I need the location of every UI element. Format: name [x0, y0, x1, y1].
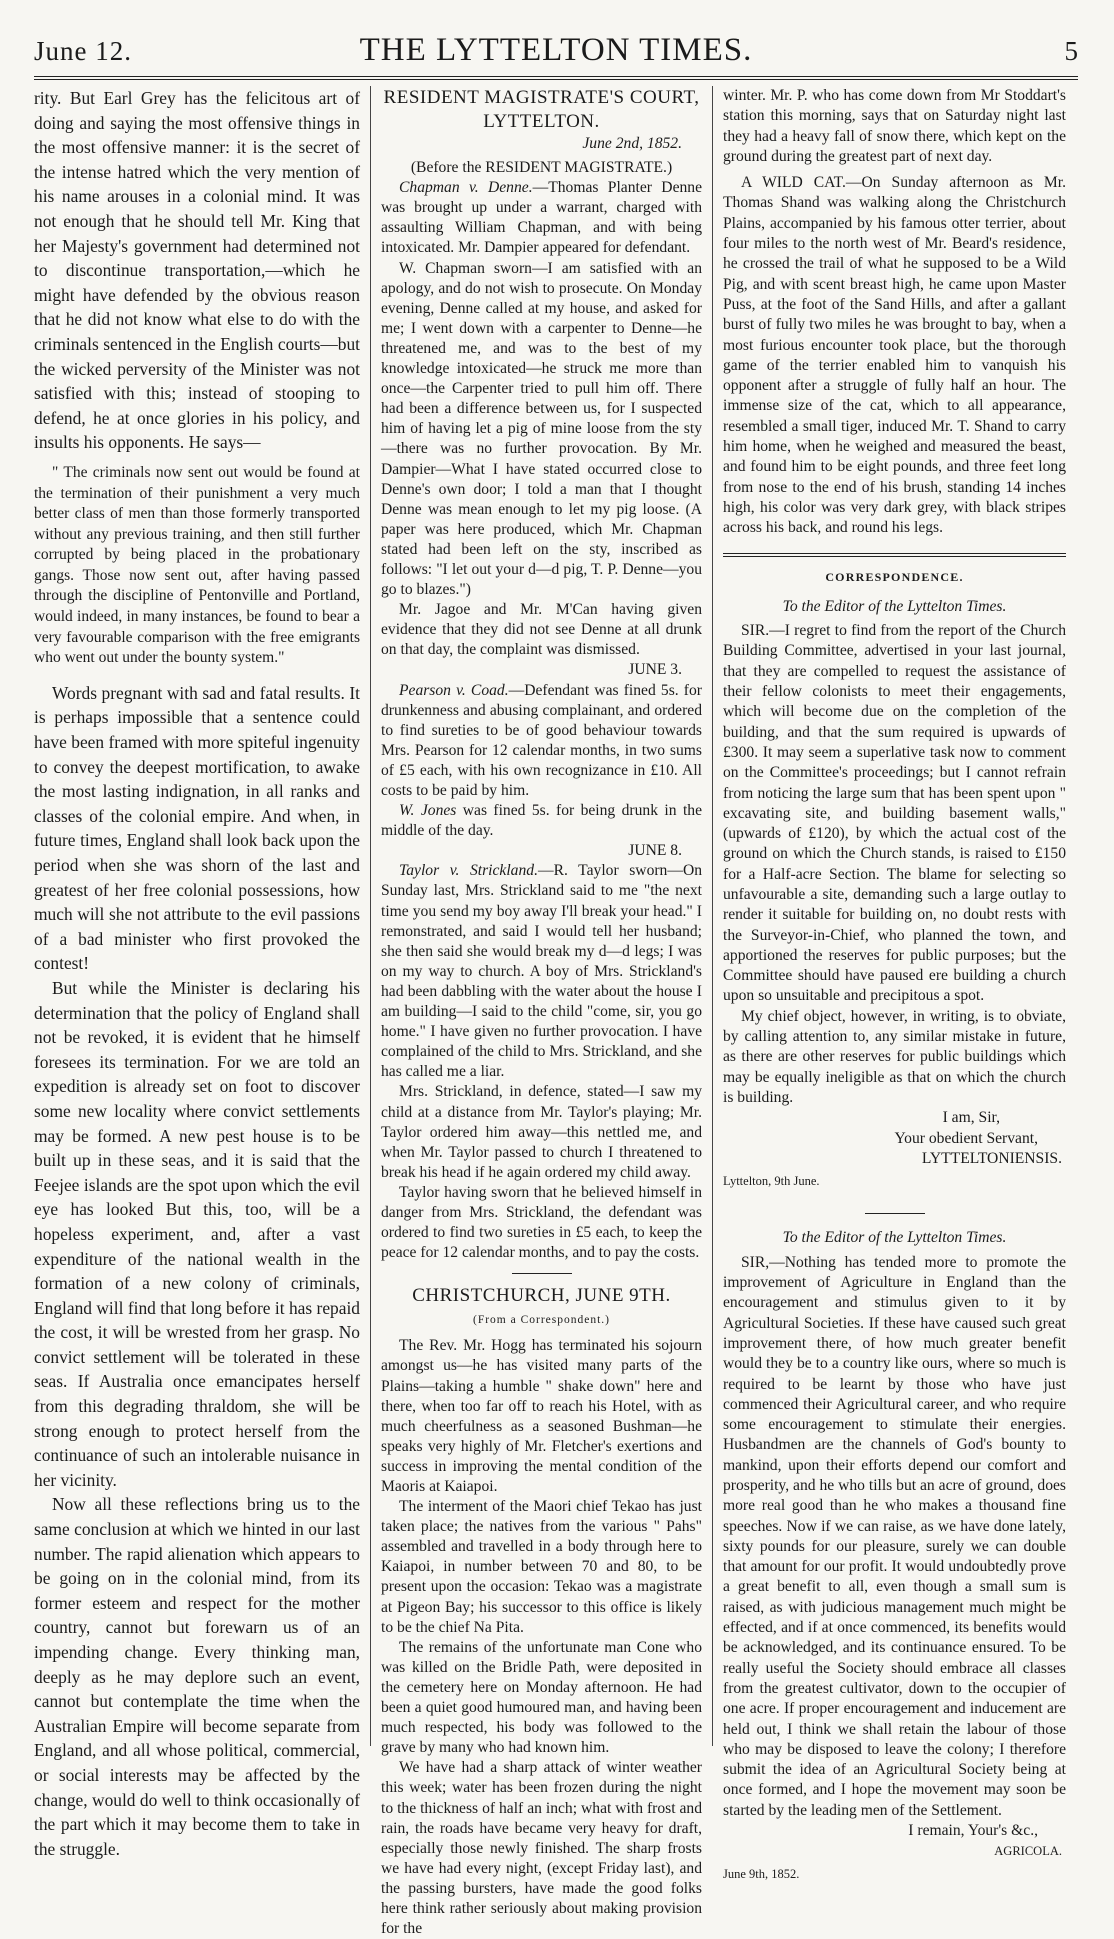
court-presiding: (Before the RESIDENT MAGISTRATE.)	[410, 159, 673, 177]
letter-place-date: Lyttelton, 9th June.	[723, 1174, 820, 1189]
editorial-paragraph: Now all these reflections bring us to the same conclusion at which we hinted in our last number. The rapid alienation which appears to be going on in the colonial mind, from its former esteem and respect for the mother country, cannot but forewarn us of an impending change. Every thinking man, deeply as he may deplore such an event, cannot but contemplate the time when the Australian Empire will become separate from England, and all whose political, commercial, or social interests may be affected by the change, would do well to think occasionally of the part which it may become them to take in the struggle.	[34, 1494, 360, 1859]
case-report: Chapman v. Denne.—Thomas Planter Denne was brought up under a warrant, charged with assaulting William Chapman, and with being intoxicated. Mr. Dampier appeared for defendant.	[381, 179, 703, 257]
letter-body: SIR,—Nothing has tended more to promote the improvement of Agriculture in England than the encouragement and stimulus given to it by Agricultural Societies. If these have caused such great improvement there, of how much greater benefit would they be to a country like ours, where so much is required to be learnt by those who have just commenced their Agricultural career, and who require some encouragement to stimulate their energies. Husbandmen are the channels of God's bounty to mankind, upon their efforts depend our comfort and prosperity, and he who tills but an acre of ground, does more real good than he who makes a thousand fine speeches. Now if we can raise, as we have done lately, sixty pounds for our pleasure, surely we can double that amount for our profit. It would undoubtedly prove a great benefit to all, even though a small sum is raised, as with judicious management much might be effected, and if at once commenced, its benefits would be acknowledged, and its continuance ensured. To be really useful the Society should embrace all classes from the greatest cultivator, down to the occupier of one acre. If proper encouragement and inducement are held out, I think we shall retain the labour of those who may be disposed to leave the colony; I therefore submit the idea of an Agricultural Society being at once formed, and I hope the movement may soon be started by the leading men of the Settlement.	[723, 1253, 1066, 1819]
news-paragraph: The Rev. Mr. Hogg has terminated his sojourn amongst us—he has visited many parts of the Plains—taking a humble " shake down" here and there, when too far off to reach his Hotel, with as much cheerfulness as a seasoned Bushman—he speaks very highly of Mr. Fletcher's exertions and success in improving the mental condition of the Maoris at Kaiapoi.	[381, 1337, 702, 1495]
story-title: A WILD CAT.	[741, 174, 846, 192]
case-title: Pearson v. Coad.	[399, 681, 509, 699]
letter-salutation: To the Editor of the Lyttelton Times.	[782, 1229, 1007, 1247]
letter-salutation: To the Editor of the Lyttelton Times.	[782, 597, 1007, 615]
news-paragraph: The interment of the Maori chief Tekao has just taken place; the natives from the various " Pahs" assembled and travelled in a body through here to Kaiapoi, in number between 70 and 80, to be present upon the occasion: Tekao was a magistrate at Pigeon Bay; his successor to this office is likely to be the chief Na Pita.	[381, 1498, 702, 1636]
case-title: Taylor v. Strickland.	[399, 862, 538, 880]
editorial-paragraph: rity. But Earl Grey has the felicitous art of doing and saying the most offensive things in the most offensive manner: it is the secret of the intense hatred which the very mention of his name arouses in a colonial mind. It was not enough that he should tell Mr. King that her Majesty's government had determined not to discontinue transportation,—which he might have defended by the obvious reason that he did not know what else to do with the criminals sentenced in the English courts—but the wicked perversity of the Minister was not satisfied with this; instead of stooping to defend, he at once glories in his policy, and insults his opponents. He says—	[34, 88, 360, 453]
column-2	[370, 86, 713, 1938]
masthead-rule	[34, 76, 1078, 80]
column-1	[34, 86, 370, 1859]
court-heading: RESIDENT MAGISTRATE'S COURT,	[383, 87, 700, 108]
letter-body: My chief object, however, in writing, is to obviate, by calling attention to, any similar mistake in future, as there are other reserves for public buildings which may be equally ineligible as that on which the church is building.	[723, 1007, 1066, 1106]
letter-body: SIR.—I regret to find from the report of the Church Building Committee, advertised in your last journal, that they are compelled to request the assistance of their fellow colonists to meet their engagements, which will become due on the completion of the building, and that the sum required is upwards of £300. It may seem a superlative task now to comment on the Committee's proceedings; but I cannot refrain from noticing the large sum that has been spent upon " excavating site, and building basement walls," (upwards of £120), by which the actual cost of the ground on which the Church stands, is raised to £150 for a Half-acre Section. The blame for selecting so unfavourable a site, demanding such a large outlay to render it suitable for building on, no doubt rests with the Surveyor-in-Chief, who planned the town, and apportioned the reserves for public purposes; but the Committee should have paused ere building a church upon so unsuitable and precipitous a spot.	[723, 622, 1066, 1005]
case-report: Taylor v. Strickland.—R. Taylor sworn—On Sunday last, Mrs. Strickland said to me "the next time you send my boy away I'll break your head." I remonstrated, and said I would tell her husband; she then said she would break my d—d legs; I was on my way to church. A boy of Mrs. Strickland's had been dabbling with the water about the house I am building—I said to the child "come, sir, you go home." I have given no further provocation. I have complained of the child to Mrs. Strickland, and she has called me a liar.	[381, 862, 703, 1081]
letter-signature: LYTTELTONIENSIS.	[921, 1149, 1062, 1167]
case-report: W. Jones was fined 5s. for being drunk in the middle of the day.	[381, 802, 702, 840]
case-report: Taylor having sworn that he believed himself in danger from Mrs. Strickland, the defendant was ordered to find two sureties in £5 each, to keep the peace for 12 calendar months, and to pay the costs.	[381, 1183, 702, 1262]
letter-closing: I am, Sir,	[942, 1109, 1000, 1127]
case-title: Chapman v. Denne.	[399, 179, 533, 197]
court-heading-place: LYTTELTON.	[483, 111, 600, 132]
case-date: JUNE 3.	[628, 661, 682, 679]
letter-date: June 9th, 1852.	[723, 1866, 800, 1881]
christchurch-subheading: (From a Correspondent.)	[472, 1314, 611, 1327]
case-report: Pearson v. Coad.—Defendant was fined 5s. for drunkenness and abusing complainant, and ordered to find sureties to be of good behaviour towards Mrs. Pearson for 12 calendar months, in two sums of £5 each, with his own recognizance in £10. All costs to be paid by him.	[381, 681, 702, 799]
page-number: 5	[1064, 36, 1078, 66]
columns	[34, 86, 1078, 1938]
letter-closing: I remain, Your's &c.,	[908, 1822, 1038, 1840]
news-paragraph: We have had a sharp attack of winter weather this week; water has been frozen during the night to the thickness of half an inch; what with frost and rain, the roads have became very heavy for draft, especially those newly finished. The sharp frosts we have had every night, (except Friday last), and the passing bursters, have made the good folks here think rather seriously about making provision for the	[381, 1759, 702, 1938]
section-divider	[512, 1273, 572, 1274]
newspaper-title: THE LYTTELTON TIMES.	[359, 32, 753, 68]
christchurch-heading: CHRISTCHURCH, JUNE 9TH.	[412, 1285, 671, 1307]
court-date: June 2nd, 1852.	[582, 135, 682, 152]
letter-signature: AGRICOLA.	[994, 1844, 1062, 1859]
correspondence-heading: CORRESPONDENCE.	[825, 569, 964, 584]
issue-date: June 12.	[34, 36, 132, 66]
section-divider	[723, 553, 1066, 557]
news-paragraph: The remains of the unfortunate man Cone who was killed on the Bridle Path, were deposited in the cemetery here on Monday afternoon. He had been a quiet good humoured man, and having been much respected, his body was followed to the grave by many who had known him.	[381, 1638, 702, 1757]
editorial-paragraph: But while the Minister is declaring his determination that the policy of England shall not be revoked, it is evident that he himself foresees its termination. For we are told an expedition is already set on foot to discover some new locality where convict settlements may be formed. A new pest house is to be built up in these seas, and it is said that the Feejee islands are the spot upon which the evil eye has looked But this, too, will be a hopeless experiment, and, after a vast expenditure of the national wealth in the formation of a new colony of criminals, England will find that long before it has repaid the cost, it will be wrested from her grasp. No convict settlement will be tolerated in these seas. If Australia once emancipates herself from this degrading thraldom, she will be strong enough to protect herself from the continuance of such an intolerable nuisance in her vicinity.	[34, 977, 360, 1490]
case-title: W. Jones	[399, 802, 457, 820]
case-report: Mrs. Strickland, in defence, stated—I saw my child at a distance from Mr. Taylor's playing; Mr. Taylor ordered him away—this nettled me, and when Mr. Taylor passed to church I threatened to break his head if he again ordered my child away.	[381, 1083, 702, 1181]
case-report: W. Chapman sworn—I am satisfied with an apology, and do not wish to prosecute. On Monday evening, Denne called at my house, and asked for me; I went down with a carpenter to Denne—he threatened me, and was to the best of my knowledge intoxicated—he struck me more than once—the Carpenter tried to pull him off. There had been a difference between us, for I suspected him of having let a pig of mine loose from the sty—there was no further provocation. By Mr. Dampier—What I have stated occurred close to Denne's own door; I told a man that I thought Denne was mean enough to let my pig loose. (A paper was here produced, which Mr. Chapman stated had been left on the sty, inscribed as follows: "I let out your d—d pig, T. P. Denne—you go to blazes.")	[381, 259, 702, 599]
editorial-paragraph: Words pregnant with sad and fatal results. It is perhaps impossible that a sentence could have been framed with more spiteful ingenuity to convey the deepest mortification, to awake the most lasting indignation, in all ranks and classes of the colonial empire. And when, in future times, England shall look back upon the period when she was shorn of the last and greatest of her free colonial possessions, how much will she not attribute to the evil passions of a bad minister who first provoked the contest!	[34, 682, 360, 974]
news-paragraph: winter. Mr. P. who has come down from Mr Stoddart's station this morning, says that on Saturday night last they had a heavy fall of snow there, which kept on the ground during the greatest part of next day.	[723, 87, 1066, 165]
column-3	[713, 86, 1066, 1881]
letter-closing: Your obedient Servant,	[894, 1129, 1038, 1147]
case-date: JUNE 8.	[628, 842, 682, 860]
editorial-quote: " The criminals now sent out would be found at the termination of their punishment a very much better class of men than those formerly transported without any previous training, and then still further corrupted by being placed in the probationary gangs. Those now sent out, after having passed through the discipline of Pentonville and Portland, would indeed, in many instances, be found to bear a very favourable comparison with the free emigrants who went out under the bounty system."	[34, 463, 360, 667]
wild-cat-story: A WILD CAT.—On Sunday afternoon as Mr. Thomas Shand was walking along the Christchurch Plains, accompanied by his famous otter terrier, about four miles to the north west of Mr. Beard's residence, he crossed the trail of what he supposed to be a Wild Pig, and with scent breast high, he came upon Master Puss, at the foot of the Sand Hills, and after a gallant burst of fully two miles he was brought to bay, when a most furious encounter took place, but the thorough game of the terrier enabled him to vanquish his opponent after a struggle of fully half an hour. The immense size of the cat, which to all appearance, resembled a small tiger, induced Mr. T. Shand to carry him home, when he weighed and measured the beast, and found him to be eight pounds, and three feet long from nose to the end of his brush, standing 14 inches high, his color was very dark grey, with black stripes across his back, and round his legs.	[723, 174, 1066, 537]
section-divider	[865, 1213, 925, 1214]
masthead	[34, 28, 1078, 74]
case-report: Mr. Jagoe and Mr. M'Can having given evidence that they did not see Denne at all drunk on that day, the complaint was dismissed.	[381, 601, 702, 659]
